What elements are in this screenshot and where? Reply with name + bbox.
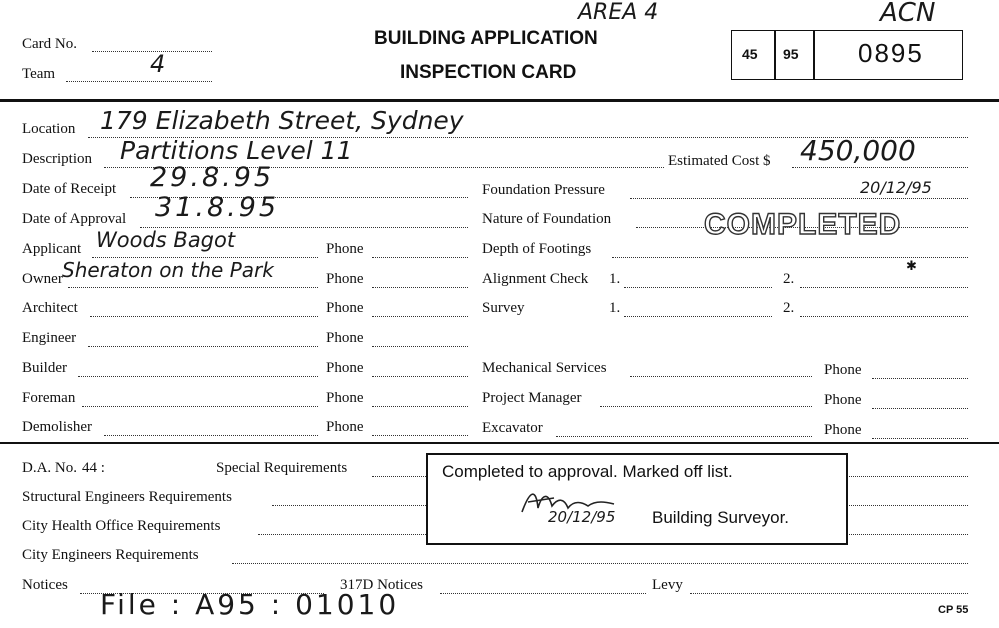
form-title-line1: BUILDING APPLICATION [374, 28, 598, 49]
handwritten-acn: ACN [880, 0, 936, 28]
architect-phone-label: Phone [326, 300, 364, 316]
estimated-cost-value: 450,000 [800, 134, 916, 167]
description-value: Partitions Level 11 [120, 136, 353, 165]
applicant-label: Applicant [22, 241, 82, 257]
number-box-a: 45 [742, 46, 758, 62]
builder-label: Builder [22, 360, 67, 376]
project-manager-phone-label: Phone [824, 392, 862, 408]
excavator-label: Excavator [482, 420, 543, 436]
form-title-line2: INSPECTION CARD [400, 62, 577, 83]
team-label: Team [22, 66, 56, 82]
foundation-pressure-value: 20/12/95 [860, 178, 932, 197]
file-note: File : A95 : 01010 [100, 588, 400, 621]
middle-rule [0, 442, 999, 444]
team-dots [66, 81, 212, 82]
date-receipt-label: Date of Receipt [22, 181, 117, 197]
builder-phone-label: Phone [326, 360, 364, 376]
signature-scribble [518, 484, 618, 520]
depth-footings-label: Depth of Footings [482, 241, 592, 257]
description-label: Description [22, 151, 92, 167]
mechanical-services-label: Mechanical Services [482, 360, 607, 376]
approval-stamp-line2: Building Surveyor. [652, 508, 790, 527]
alignment-check-1: 1. [609, 271, 621, 287]
number-box-c: 0895 [858, 38, 924, 68]
approval-stamp-line1: Completed to approval. Marked off list. [442, 462, 733, 481]
ink-mark: ✱ [906, 258, 917, 273]
team-value: 4 [150, 50, 166, 78]
alignment-check-2: 2. [783, 271, 795, 287]
handwritten-area: AREA 4 [578, 0, 659, 25]
completed-stamp: COMPLETED [704, 208, 902, 241]
number-box-b: 95 [783, 46, 799, 62]
approval-stamp-date: 20/12/95 [548, 508, 616, 526]
estimated-cost-label: Estimated Cost $ [668, 153, 771, 169]
applicant-phone-label: Phone [326, 241, 364, 257]
levy-label: Levy [652, 577, 683, 593]
survey-label: Survey [482, 300, 525, 316]
demolisher-label: Demolisher [22, 419, 92, 435]
number-box [731, 30, 963, 80]
owner-phone-label: Phone [326, 271, 364, 287]
city-engineers-label: City Engineers Requirements [22, 547, 199, 563]
special-requirements-label: Special Requirements [216, 460, 348, 476]
structural-requirements-label: Structural Engineers Requirements [22, 489, 232, 505]
architect-label: Architect [22, 300, 78, 316]
date-receipt-value: 29.8.95 [150, 162, 275, 193]
owner-value: Sheraton on the Park [62, 258, 274, 282]
card-no-label: Card No. [22, 36, 77, 52]
engineer-label: Engineer [22, 330, 77, 346]
date-approval-value: 31.8.95 [155, 192, 280, 223]
foreman-phone-label: Phone [326, 390, 364, 406]
foundation-pressure-label: Foundation Pressure [482, 182, 605, 198]
date-approval-label: Date of Approval [22, 211, 127, 227]
location-label: Location [22, 121, 76, 137]
notices-label: Notices [22, 577, 68, 593]
da-no-label: D.A. No. [22, 460, 77, 476]
location-value: 179 Elizabeth Street, Sydney [100, 106, 464, 135]
survey-2: 2. [783, 300, 795, 316]
owner-label: Owner [22, 271, 63, 287]
excavator-phone-label: Phone [824, 422, 862, 438]
nature-foundation-label: Nature of Foundation [482, 211, 612, 227]
applicant-value: Woods Bagot [96, 228, 236, 252]
top-rule [0, 99, 999, 102]
demolisher-phone-label: Phone [326, 419, 364, 435]
foreman-label: Foreman [22, 390, 76, 406]
engineer-phone-label: Phone [326, 330, 364, 346]
project-manager-label: Project Manager [482, 390, 582, 406]
notices-317d-label: 317D Notices [340, 577, 423, 593]
survey-1: 1. [609, 300, 621, 316]
form-code: CP 55 [938, 604, 969, 616]
da-no-value: 44 : [82, 460, 105, 476]
mechanical-phone-label: Phone [824, 362, 862, 378]
city-health-label: City Health Office Requirements [22, 518, 221, 534]
alignment-check-label: Alignment Check [482, 271, 589, 287]
